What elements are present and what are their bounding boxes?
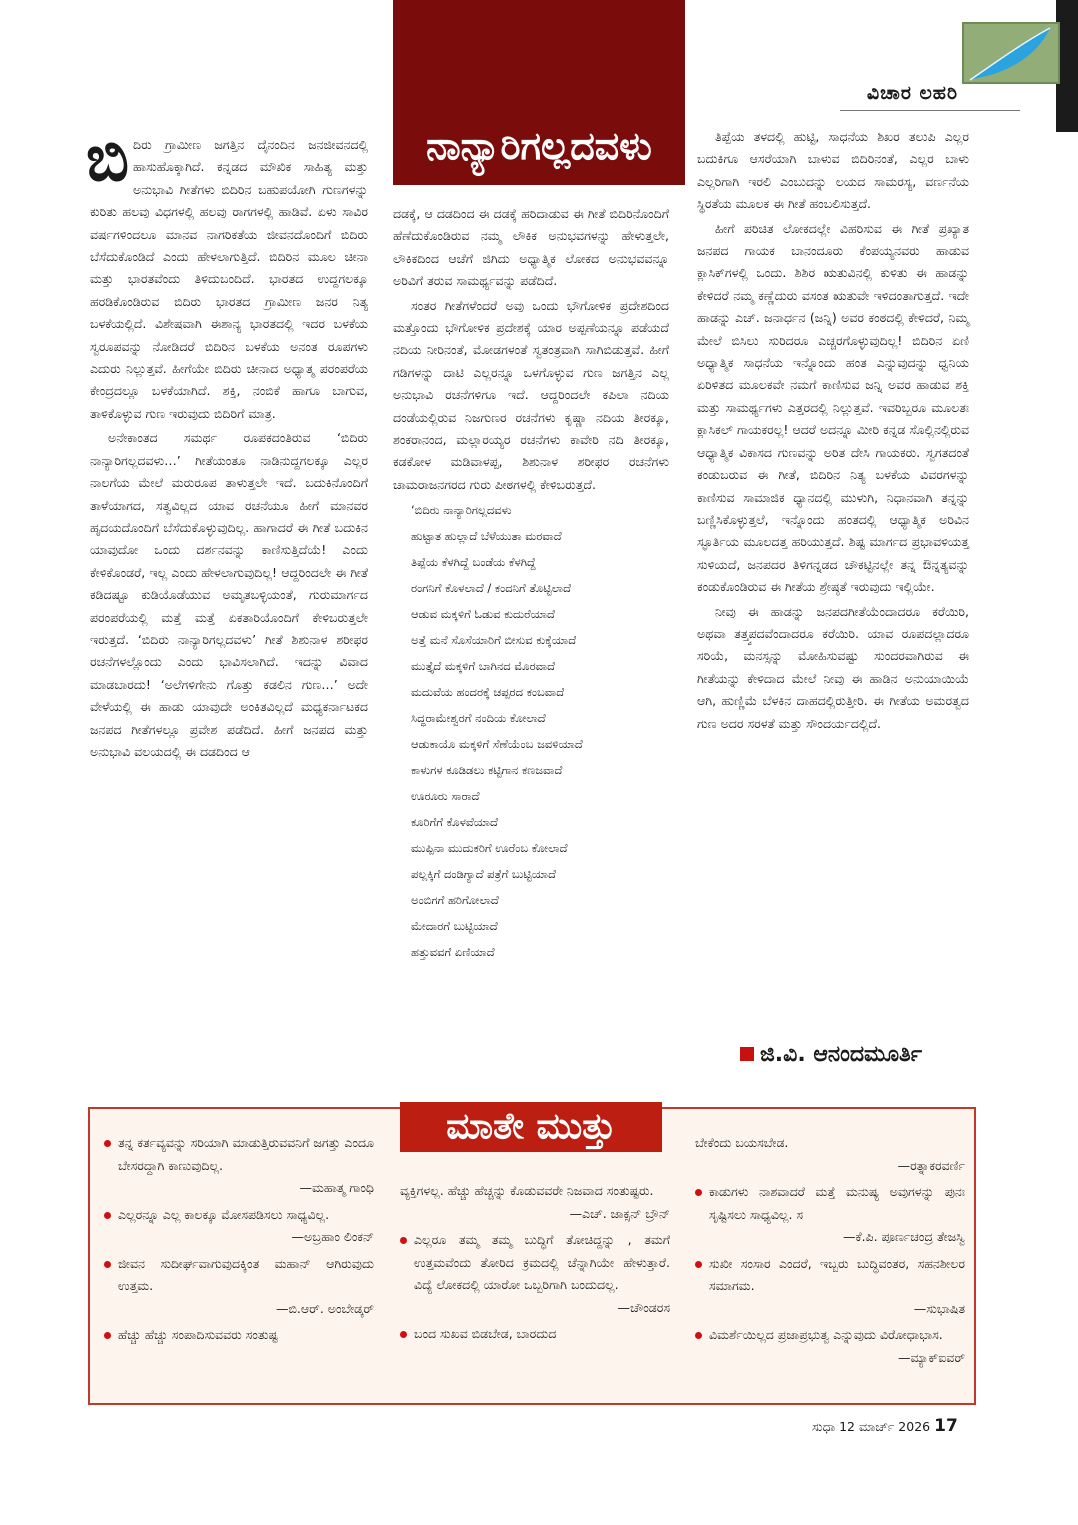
quote: ಕಾಡುಗಳು ನಾಶವಾದರೆ ಮತ್ತೆ ಮನುಷ್ಯ ಅವುಗಳನ್ನು ಪುನಃ ಸೃಷ್ಟಿಸಲು ಸಾಧ್ಯವಿಲ್ಲ. ಸ	[695, 1181, 965, 1226]
quote-author: —ಮ್ಯಾಕ್ಐವರ್	[898, 1349, 965, 1365]
poem-line: ಪಲ್ಲಕ್ಕಿಗೆ ದಂಡಿಗ್ಯಾದೆ ಪತ್ರೆಗೆ ಬುಟ್ಟಿಯಾದೆ	[411, 867, 556, 882]
section-rule	[840, 110, 1020, 111]
author-name: ಜಿ.ವಿ. ಆನಂದಮೂರ್ತಿ	[760, 1042, 923, 1067]
quotes-column-2	[400, 1180, 670, 1346]
paragraph: ತಿಪ್ಪೆಯ ತಳದಲ್ಲಿ ಹುಟ್ಟಿ, ಸಾಧನೆಯ ಶಿಖರ ತಲುಪಿ ಎಲ್ಲರ ಬದುಕಿಗೂ ಆಸರೆಯಾಗಿ ಬಾಳುವ ಬಿದಿರಿನಂತೆ, ಎಲ್ಲರ ಬಾಳು ಎಲ್ಲರಿಗಾಗಿ ಇರಲಿ ಎಂಬುದನ್ನು ಲಯದ ಸಾಮರಸ್ಯ, ವರ್ಣನೆಯ ಸ್ಥಿರತೆಯ ಮೂಲಕ ಈ ಗೀತೆ ಹಂಬಲಿಸುತ್ತದೆ.	[697, 129, 969, 212]
quote-author: —ರತ್ನಾಕರವರ್ಣಿ	[897, 1157, 965, 1173]
paragraph: ಹೀಗೆ ಪರಿಚಿತ ಲೋಕದಲ್ಲೇ ವಿಹರಿಸುವ ಈ ಗೀತೆ ಪ್ರಖ್ಯಾತ ಜನಪದ ಗಾಯಕ ಬಾನಂದೂರು ಕೆಂಪಯ್ಯನವರು ಹಾಡುವ ಕ್ಲಾಸಿಕ್‌ಗಳಲ್ಲಿ ಒಂದು. ಶಿಶಿರ ಋತುವಿನಲ್ಲಿ ಕುಳಿತು ಈ ಹಾಡನ್ನು ಕೇಳಿದರೆ ನಮ್ಮ ಕಣ್ಣೆದುರು ವಸಂತ ಋತುವೇ ಇಳಿದಂತಾಗುತ್ತದೆ. ಇದೇ ಹಾಡನ್ನು ಎಚ್. ಜನಾರ್ಧನ (ಜನ್ನಿ) ಅವರ ಕಂಠದಲ್ಲಿ ಕೇಳಿದರೆ, ನಿಮ್ಮ ಮೇಲೆ ಬಿಸಿಲು ಸುರಿದರೂ ಎಚ್ಚರಗೊಳ್ಳುವುದಿಲ್ಲ! ಬಿದಿರಿನ ಏಣಿ ಅಧ್ಯಾತ್ಮಿಕ ಸಾಧನೆಯ ಇನ್ನೊಂದು ಹಂತ ಎನ್ನುವುದನ್ನು ಧ್ವನಿಯ ಏರಿಳಿತದ ಮೂಲಕವೇ ನಮಗೆ ಕಾಣಿಸುವ ಜನ್ನಿ ಅವರ ಹಾಡುವ ಶಕ್ತಿ ಮತ್ತು ಸಾಮರ್ಥ್ಯಗಳು ಎತ್ತರದಲ್ಲಿ ನಿಲ್ಲುತ್ತವೆ. ಇವರಿಬ್ಬರೂ ಮೂಲತಃ ಕ್ಲಾಸಿಕಲ್ ಗಾಯಕರಲ್ಲ! ಆದರೆ ಅದನ್ನೂ ಮೀರಿ ಕನ್ನಡ ಸೊಲ್ಲಿನಲ್ಲಿರುವ ಆಧ್ಯಾತ್ಮಿಕ ವಿಕಾಸದ ಗುಣವನ್ನು ಅರಿತ ದೇಸಿ ಗಾಯಕರು. ಸ್ವಗತದಂತೆ ಕಂಡುಬರುವ ಈ ಗೀತೆ, ಬಿದಿರಿನ ನಿತ್ಯ ಬಳಕೆಯ ವಿವರಗಳನ್ನು ಕಾಣಿಸುವ ಸಾಮಾಜಿಕ ಧ್ಯಾನದಲ್ಲಿ ಮುಳುಗಿ, ನಿಧಾನವಾಗಿ ತನ್ನನ್ನು ಬಣ್ಣಿಸಿಕೊಳ್ಳುತ್ತಲೆ, ಇನ್ನೊಂದು ಹಂತದಲ್ಲಿ ಆಧ್ಯಾತ್ಮಿಕ ಅರಿವಿನ ಸ್ಫೂರ್ತಿಯ ಮೂಲದತ್ತ ಹರಿಯುತ್ತದೆ. ಶಿಷ್ಟ ಮಾರ್ಗದ ಪ್ರಭಾವಳಿಯತ್ತ ಸುಳಿಯದೆ, ಜನಪದರ ತಿಳಿಗನ್ನಡದ ಚೌಕಟ್ಟಿನಲ್ಲೇ ತನ್ನ ಔನ್ನತ್ಯವನ್ನು ಕಂಡುಕೊಂಡಿರುವ ಈ ಗೀತೆಯ ಶ್ರೇಷ್ಠತೆ ಇರುವುದು ಇಲ್ಲಿಯೇ.	[697, 220, 969, 595]
poem-line: ಕಾಳುಗಳ ಕೂಡಿಡಲು ಕಟ್ಟಿಗಾನ ಕಣಜವಾದೆ	[411, 763, 563, 778]
poem-line: ಅತ್ತೆ ಮನೆ ಸೊಸೆಯಾರಿಗೆ ಬೀಸುವ ಕುಕ್ಕೆಯಾದೆ	[411, 633, 577, 648]
quote: ಎಲ್ಲರನ್ನೂ ಎಲ್ಲ ಕಾಲಕ್ಕೂ ಮೋಸಪಡಿಸಲು ಸಾಧ್ಯವಿಲ್ಲ.	[104, 1204, 374, 1227]
quote: ಬೇಕೆಂದು ಬಯಸಬೇಡ.	[695, 1135, 789, 1150]
poem-line: ಕೂರಿಗೆಗೆ ಕೊಳವೆಯಾದೆ	[411, 815, 498, 830]
bullet-icon	[400, 1237, 407, 1244]
quote: ಸುಖೀ ಸಂಸಾರ ಎಂದರೆ, ಇಬ್ಬರು ಬುದ್ಧಿವಂತರ, ಸಹನಶೀಲರ ಸಮಾಗಮ.	[695, 1253, 965, 1298]
article-title: ನಾನ್ಯಾರಿಗಲ್ಲದವಳು	[426, 124, 652, 168]
paragraph: ಅನೇಕಾಂತದ ಸಮರ್ಥ ರೂಪಕದಂತಿರುವ ‘ಬಿದಿರು ನಾನ್ಯಾರಿಗಲ್ಲದವಳು…’ ಗೀತೆಯಂತೂ ನಾಡಿನುದ್ದಗಲಕ್ಕೂ ಎಲ್ಲರ ನಾಲಗೆಯ ಮೇಲೆ ಮರುರೂಪ ತಾಳುತ್ತಲೇ ಇದೆ. ಬದುಕಿನೊಂದಿಗೆ ತಾಳೆಯಾಗದ, ಸತ್ವವಿಲ್ಲದ ಯಾವ ರಚನೆಯೂ ಹೀಗೆ ಮಾನವರ ಹೃದಯದೊಂದಿಗೆ ಬೆಸೆದುಕೊಳ್ಳುವುದಿಲ್ಲ. ಹಾಗಾದರೆ ಈ ಗೀತೆ ಬದುಕಿನ ಯಾವುದೋ ಒಂದು ದರ್ಶನವನ್ನು ಕಾಣಿಸುತ್ತಿದೆಯೆ! ಎಂದು ಕೇಳಿಕೊಂಡರೆ, ಇಲ್ಲ ಎಂದು ಹೇಳಲಾಗುವುದಿಲ್ಲ! ಆದ್ದರಿಂದಲೇ ಈ ಗೀತೆ ಕಡಿದಷ್ಟೂ ಕುಡಿಯೊಡೆಯುವ ಅಮೃತಬಳ್ಳಿಯಂತೆ, ಗುರುಮಾರ್ಗದ ಪರಂಪರೆಯಲ್ಲಿ ಮತ್ತೆ ಮತ್ತೆ ಏಕತಾರಿಯೊಂದಿಗೆ ಕೇಳಿಬರುತ್ತಲೇ ಇರುತ್ತದೆ. ‘ಬಿದಿರು ನಾನ್ಯಾರಿಗಲ್ಲದವಳು’ ಗೀತೆ ಶಿಶುನಾಳ ಶರೀಫರ ರಚನೆಗಳಲ್ಲೊಂದು ಎಂದು ಭಾವಿಸಲಾಗಿದೆ. ಇದನ್ನು ವಿವಾದ ಮಾಡಬಾರದು! ‘ಅಲೆಗಳಿಗೇನು ಗೊತ್ತು ಕಡಲಿನ ಗುಣ…’ ಅದೇ ವೇಳೆಯಲ್ಲಿ ಈ ಹಾಡು ಯಾವುದೇ ಅಂಕಿತವಿಲ್ಲದೆ ಮಧ್ಯಕರ್ನಾಟಕದ ಜನಪದ ಗೀತೆಗಳಲ್ಲೂ ಪ್ರವೇಶ ಪಡೆದಿದೆ. ಹೀಗೆ ಜನಪದ ಮತ್ತು ಅನುಭಾವಿ ವಲಯದಲ್ಲಿ ಈ ದಡದಿಂದ ಆ	[90, 430, 368, 759]
quote-author: —ಎಚ್. ಜಾಕ್ಸನ್ ಬ್ರೌನ್	[569, 1205, 670, 1221]
quotes-column-1	[104, 1132, 374, 1347]
paragraph: ಸಂತರ ಗೀತೆಗಳೆಂದರೆ ಅವು ಒಂದು ಭೌಗೋಳಿಕ ಪ್ರದೇಶದಿಂದ ಮತ್ತೊಂದು ಭೌಗೋಳಿಕ ಪ್ರದೇಶಕ್ಕೆ ಯಾರ ಅಪ್ಪಣೆಯನ್ನೂ ಪಡೆಯದೆ ನದಿಯ ನೀರಿನಂತೆ, ಮೋಡಗಳಂತೆ ಸ್ವತಂತ್ರವಾಗಿ ಸಾಗಿಬಿಡುತ್ತವೆ. ಹೀಗೆ ಗಡಿಗಳನ್ನು ದಾಟಿ ಎಲ್ಲರನ್ನೂ ಒಳಗೊಳ್ಳುವ ಗುಣ ಜಗತ್ತಿನ ಎಲ್ಲ ಅನುಭಾವಿ ರಚನೆಗಳಿಗೂ ಇದೆ. ಆದ್ದರಿಂದಲೇ ಕಪಿಲಾ ನದಿಯ ದಂಡೆಯಲ್ಲಿರುವ ನಿಜಗುಣರ ರಚನೆಗಳು ಕೃಷ್ಣಾ ನದಿಯ ತೀರಕ್ಕೂ, ಶಂಕರಾನಂದ, ಮಲ್ಲಾರಯ್ಯರ ರಚನೆಗಳು ಕಾವೇರಿ ನದಿ ತೀರಕ್ಕೂ, ಕಡಕೋಳ ಮಡಿವಾಳಪ್ಪ, ಶಿಶುನಾಳ ಶರೀಫರ ರಚನೆಗಳು ಚಾಮರಾಜನಗರದ ಗುರು ಪೀಠಗಳಲ್ಲಿ ಕೇಳಿಬರುತ್ತದೆ.	[393, 297, 669, 492]
poem	[393, 498, 669, 964]
feather-icon	[962, 22, 1060, 84]
poem-line: ಊರೂರು ಸಾರಾದೆ	[411, 789, 480, 804]
poem-line: ಆಡುವ ಮಕ್ಕಳಿಗೆ ಓಡುವ ಕುದುರೆಯಾದೆ	[411, 607, 555, 622]
quotes-box-title: ಮಾತೇ ಮುತ್ತು	[400, 1102, 662, 1152]
quote: ತನ್ನ ಕರ್ತವ್ಯವನ್ನು ಸರಿಯಾಗಿ ಮಾಡುತ್ತಿರುವವನಿಗೆ ಜಗತ್ತು ಎಂದೂ ಬೇಸರದ್ದಾಗಿ ಕಾಣುವುದಿಲ್ಲ.	[104, 1132, 374, 1177]
poem-line: ಮುತ್ತೈದೆ ಮಕ್ಕಳಿಗೆ ಬಾಗಿನದ ಮೊರವಾದೆ	[411, 659, 555, 674]
quote-author: —ಕೆ.ಪಿ. ಪೂರ್ಣಚಂದ್ರ ತೇಜಸ್ವಿ	[842, 1229, 965, 1244]
quote: ಹೆಚ್ಚು ಹೆಚ್ಚು ಸಂಪಾದಿಸುವವರು ಸಂತುಷ್ಟ	[104, 1324, 374, 1347]
quotes-column-3	[695, 1132, 965, 1373]
poem-line: ಮದುವೆಯ ಹಂದರಕ್ಕೆ ಚಪ್ಪರದ ಕಂಬವಾದೆ	[411, 685, 565, 700]
quote-author: —ಅಬ್ರಹಾಂ ಲಿಂಕನ್	[291, 1229, 374, 1244]
poem-line: ತಿಪ್ಪೆಯ ಕೆಳಗಿದ್ದೆ ಬಂಡೆಯ ಕೆಳಗಿದ್ದೆ	[411, 555, 536, 570]
poem-line: ರಂಗನಿಗೆ ಕೊಳಲಾದೆ / ಕಂದನಿಗೆ ತೊಟ್ಟಿಲಾದೆ	[411, 581, 571, 596]
quote-author: —ಬಿ.ಆರ್. ಅಂಬೇಡ್ಕರ್	[276, 1300, 374, 1316]
red-square-icon	[740, 1047, 754, 1061]
poem-line: ‘ಬಿದಿರು ನಾನ್ಯಾರಿಗಲ್ಲದವಳು	[411, 503, 512, 518]
poem-line: ಆಡುಕಾಯೊ ಮಕ್ಕಳಿಗೆ ಸೆಣೆಯೆಂಬ ಜವಳಿಯಾದೆ	[411, 737, 583, 752]
quote: ಎಲ್ಲರೂ ತಮ್ಮ ತಮ್ಮ ಬುದ್ಧಿಗೆ ತೋಚಿದ್ದನ್ನು , ತಮಗೆ ಉತ್ತಮವೆಂದು ತೋರಿದ ಕ್ರಮದಲ್ಲಿ ಚೆನ್ನಾಗಿಯೇ ಹೇಳುತ್ತಾರೆ. ವಿದ್ಯೆ ಲೋಕದಲ್ಲಿ ಯಾರೋ ಒಬ್ಬರಿಗಾಗಿ ಬಂದುದಲ್ಲ.	[400, 1229, 670, 1297]
paragraph: ಬಿದಿರು ಗ್ರಾಮೀಣ ಜಗತ್ತಿನ ದೈನಂದಿನ ಜನಜೀವನದಲ್ಲಿ ಹಾಸುಹೊಕ್ಕಾಗಿದೆ. ಕನ್ನಡದ ಮೌಖಿಕ ಸಾಹಿತ್ಯ ಮತ್ತು ಅನುಭಾವಿ ಗೀತೆಗಳು ಬಿದಿರಿನ ಬಹುಪಯೋಗಿ ಗುಣಗಳನ್ನು ಕುರಿತು ಹಲವು ವಿಧಗಳಲ್ಲಿ ಹಲವು ರಾಗಗಳಲ್ಲಿ ಹಾಡಿವೆ. ಏಳು ಸಾವಿರ ವರ್ಷಗಳಿಂದಲೂ ಮಾನವ ನಾಗರಿಕತೆಯ ಜೀವನದೊಂದಿಗೆ ಬಿದಿರು ಬೆಸೆದುಕೊಂಡಿದೆ ಎಂದು ಹೇಳಲಾಗುತ್ತಿದೆ. ಬಿದಿರಿನ ಮೂಲ ಚೀನಾ ಮತ್ತು ಭಾರತವೆಂದು ತಿಳಿದುಬಂದಿದೆ. ಭಾರತದ ಉದ್ದಗಲಕ್ಕೂ ಹರಡಿಕೊಂಡಿರುವ ಬಿದಿರು ಭಾರತದ ಗ್ರಾಮೀಣ ಜನರ ನಿತ್ಯ ಬಳಕೆಯಲ್ಲಿದೆ. ವಿಶೇಷವಾಗಿ ಈಶಾನ್ಯ ಭಾರತದಲ್ಲಿ ಇದರ ಬಳಕೆಯ ಸ್ವರೂಪವನ್ನು ನೋಡಿದರೆ ಬಿದಿರಿನ ಬಳಕೆಯ ಅನಂತ ರೂಪಗಳು ಎದುರು ನಿಲ್ಲುತ್ತವೆ. ಹೀಗೆಯೇ ಬಿದಿರು ಚೀನಾದ ಅಧ್ಯಾತ್ಮ ಪರಂಪರೆಯ ಕೇಂದ್ರದಲ್ಲೂ ಬಳಕೆಯಾಗಿದೆ. ಶಕ್ತಿ, ನಂಬಿಕೆ ಹಾಗೂ ಬಾಗುವ, ತಾಳಿಕೊಳ್ಳುವ ಗುಣ ಇರುವುದು ಬಿದಿರಿಗೆ ಮಾತ್ರ.	[86, 122, 368, 421]
article-column-3	[697, 126, 969, 737]
bullet-icon	[695, 1261, 702, 1268]
quote-author: —ಚೌಂಡರಸ	[617, 1299, 670, 1315]
bullet-icon	[400, 1331, 407, 1338]
bullet-icon	[104, 1261, 111, 1268]
drop-cap: ಬಿ	[86, 122, 130, 196]
magazine-issue: ಸುಧಾ 12 ಮಾರ್ಚ್ 2026	[812, 1419, 931, 1434]
bullet-icon	[695, 1332, 702, 1339]
author-byline	[740, 1042, 922, 1067]
page-footer	[812, 1416, 958, 1436]
page-number: 17	[934, 1416, 958, 1436]
poem-line: ಸಿದ್ಧರಾಮೇಶ್ವರಗೆ ನಂದಿಯ ಕೋಲಾದೆ	[411, 711, 546, 726]
bullet-icon	[695, 1189, 702, 1196]
bullet-icon	[104, 1212, 111, 1219]
quote: ಬಂದ ಸುಖವ ಬಿಡಬೇಡ, ಬಾರದುದ	[400, 1323, 670, 1346]
quote-author: —ಸುಭಾಷಿತ	[913, 1300, 965, 1316]
poem-line: ಹುಟ್ಟಾತ ಹುಲ್ಲಾದೆ ಬೆಳೆಯುತಾ ಮರವಾದೆ	[411, 529, 562, 544]
poem-line: ಮುಪ್ಪಿನಾ ಮುದುಕರಿಗೆ ಊರೆಂಬ ಕೋಲಾದೆ	[411, 841, 568, 856]
paragraph: ನೀವು ಈ ಹಾಡನ್ನು ಜನಪದಗೀತೆಯೆಂದಾದರೂ ಕರೆಯಿರಿ, ಅಥವಾ ತತ್ತ್ವಪದವೆಂದಾದರೂ ಕರೆಯಿರಿ. ಯಾವ ರೂಪದಲ್ಲಾದರೂ ಸರಿಯೆ, ಮನಸ್ಸನ್ನು ಮೋಹಿಸುವಷ್ಟು ಸುಂದರವಾಗಿರುವ ಈ ಗೀತೆಯನ್ನು ಕೇಳಿದಾದ ಮೇಲೆ ನೀವು ಈ ಹಾಡಿನ ಅನುಯಾಯಿಯೆ ಆಗಿ, ಹುಣ್ಣಿಮೆ ಬೆಳಕಿನ ದಾಹದಲ್ಲಿರುತ್ತೀರಿ. ಈ ಗೀತೆಯ ಅಮರತ್ವದ ಗುಣ ಅದರ ಸರಳತೆ ಮತ್ತು ಸೌಂದರ್ಯದಲ್ಲಿದೆ.	[697, 603, 969, 731]
paragraph: ದಡಕ್ಕೆ, ಆ ದಡದಿಂದ ಈ ದಡಕ್ಕೆ ಹರಿದಾಡುವ ಈ ಗೀತೆ ಬಿದಿರಿನೊಂದಿಗೆ ಹೆಣೆದುಕೊಂಡಿರುವ ನಮ್ಮ ಲೌಕಿಕ ಅನುಭವಗಳನ್ನು ಹೇಳುತ್ತಲೇ, ಲೌಕಿಕದಿಂದ ಆಚೆಗೆ ಜಿಗಿದು ಅಧ್ಯಾತ್ಮಿಕ ಲೋಕದ ಅನುಭವವನ್ನೂ ಅರಿವಿಗೆ ತರುವ ಸಾಮರ್ಥ್ಯವನ್ನು ಪಡೆದಿದೆ.	[393, 206, 669, 289]
bullet-icon	[104, 1332, 111, 1339]
article-title-block	[393, 0, 685, 185]
section-label: ವಿಚಾರ ಲಹರಿ	[866, 82, 958, 104]
quote-author: —ಮಹಾತ್ಮ ಗಾಂಧಿ	[299, 1180, 374, 1195]
poem-line: ಅಂಬಿಗಗೆ ಹರಿಗೋಲಾದೆ	[411, 893, 499, 908]
quote: ವಿಮರ್ಶೆಯಿಲ್ಲದ ಪ್ರಜಾಪ್ರಭುತ್ವ ಎನ್ನುವುದು ವಿರೋಧಾಭಾಸ.	[695, 1324, 965, 1347]
quote: ವ್ಯಕ್ತಿಗಳಲ್ಲ. ಹೆಚ್ಚು ಹೆಚ್ಚನ್ನು ಕೊಡುವವರೇ ನಿಜವಾದ ಸಂತುಷ್ಟರು.	[400, 1183, 654, 1198]
bullet-icon	[104, 1140, 111, 1147]
poem-line: ಮೇದಾರಗೆ ಬುಟ್ಟಿಯಾದೆ	[411, 919, 498, 934]
article-column-1	[86, 122, 368, 765]
article-column-2	[393, 203, 669, 966]
poem-line: ಹತ್ತುವವಗೆ ಏಣಿಯಾದೆ	[411, 945, 495, 960]
quote: ಜೀವನ ಸುದೀರ್ಘವಾಗುವುದಕ್ಕಿಂತ ಮಹಾನ್ ಆಗಿರುವುದು ಉತ್ತಮ.	[104, 1253, 374, 1298]
